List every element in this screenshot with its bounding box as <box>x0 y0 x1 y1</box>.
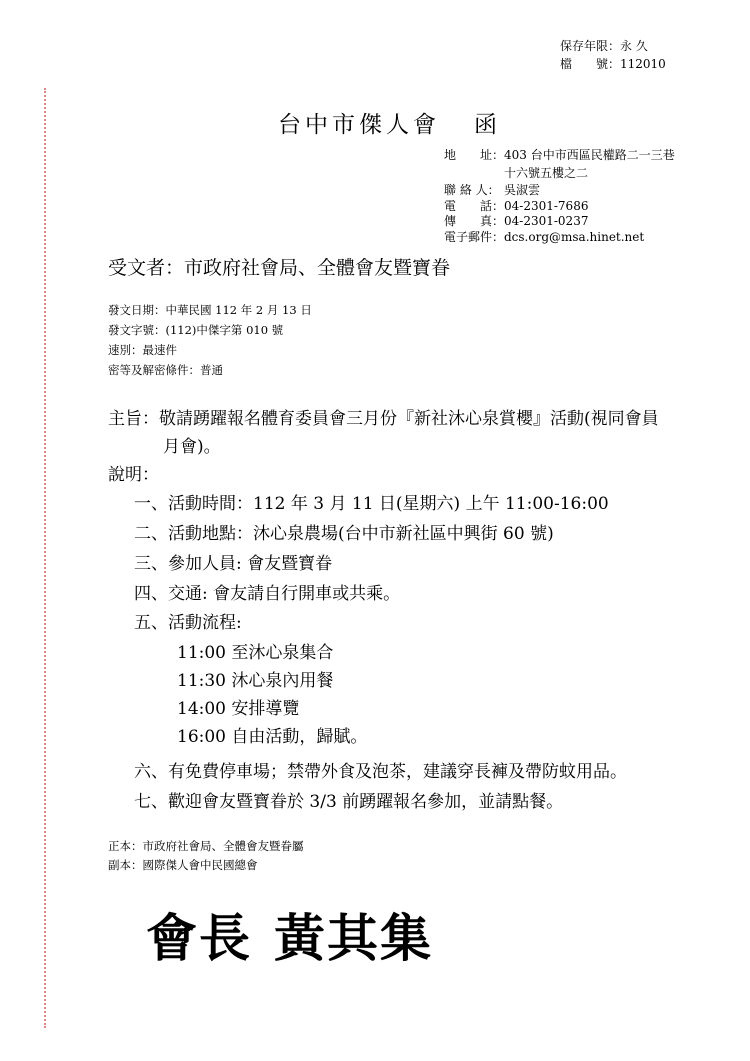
delivery-speed: 速別：最速件 <box>108 343 177 357</box>
original-recipients: 正本：市政府社會局、全體會友暨眷屬 <box>108 839 304 853</box>
explanation-item: 七、歡迎會友暨寶眷於 3/3 前踴躍報名參加，並請點餐。 <box>134 792 564 812</box>
address-value-continued: 十六號五樓之二 <box>504 166 589 180</box>
address-label: 地 址： <box>444 148 505 162</box>
org-name: 台中市傑人會 <box>278 112 440 138</box>
explanation-item: 五、活動流程: <box>134 613 242 633</box>
email-value: dcs.org@msa.hinet.net <box>504 230 645 244</box>
document-kind: 函 <box>474 112 501 138</box>
subject-line-1: 主旨：敬請踴躍報名體育委員會三月份『新社沐心泉賞櫻』活動(視同會員 <box>108 409 659 429</box>
phone-value: 04-2301-7686 <box>504 199 589 213</box>
retention-period: 保存年限：永 久 <box>560 39 648 53</box>
issue-date: 發文日期：中華民國 112 年 2 月 13 日 <box>108 303 312 317</box>
document-title <box>278 106 501 139</box>
address-value: 403 台中市西區民權路二一三巷 <box>504 148 675 162</box>
contact-label: 聯 絡 人： <box>444 183 500 197</box>
contact-value: 吳淑雲 <box>504 183 541 197</box>
signature-name: 黃其集 <box>274 910 434 969</box>
explanation-item: 三、參加人員: 會友暨寶眷 <box>134 554 333 574</box>
schedule-item: 11:30 沐心泉內用餐 <box>177 671 334 691</box>
secrecy-level: 密等及解密條件：普通 <box>108 363 223 377</box>
contact-row <box>444 181 540 198</box>
signature-role: 會長 <box>146 910 253 969</box>
explanation-item: 二、活動地點：沐心泉農場(台中市新社區中興街 60 號) <box>134 524 554 544</box>
subject-line-2: 月會)。 <box>163 437 221 457</box>
file-number: 檔 號：112010 <box>560 57 666 71</box>
signature <box>146 897 433 971</box>
schedule-item: 14:00 安排導覽 <box>177 699 300 719</box>
phone-label: 電 話： <box>444 199 505 213</box>
copy-recipients: 副本：國際傑人會中民國總會 <box>108 858 258 872</box>
email-row <box>444 228 644 245</box>
issue-number: 發文字號：(112)中傑字第 010 號 <box>108 323 284 337</box>
schedule-item: 11:00 至沐心泉集合 <box>177 643 334 663</box>
address-row <box>444 146 675 163</box>
recipient: 受文者：市政府社會局、全體會友暨寶眷 <box>108 257 451 279</box>
binding-margin-line <box>44 88 46 1028</box>
explanation-item: 六、有免費停車場；禁帶外食及泡茶，建議穿長褲及帶防蚊用品。 <box>134 762 627 782</box>
explanation-item: 一、活動時間：112 年 3 月 11 日(星期六) 上午 11:00-16:00 <box>134 494 609 514</box>
fax-label: 傳 真： <box>444 214 505 228</box>
schedule-item: 16:00 自由活動，歸賦。 <box>177 727 368 747</box>
explanation-heading: 說明： <box>108 465 159 485</box>
explanation-item: 四、交通: 會友請自行開車或共乘。 <box>134 584 401 604</box>
fax-row <box>444 212 588 229</box>
fax-value: 04-2301-0237 <box>504 214 589 228</box>
address-row-continued <box>444 164 588 181</box>
email-label: 電子郵件： <box>444 230 505 244</box>
